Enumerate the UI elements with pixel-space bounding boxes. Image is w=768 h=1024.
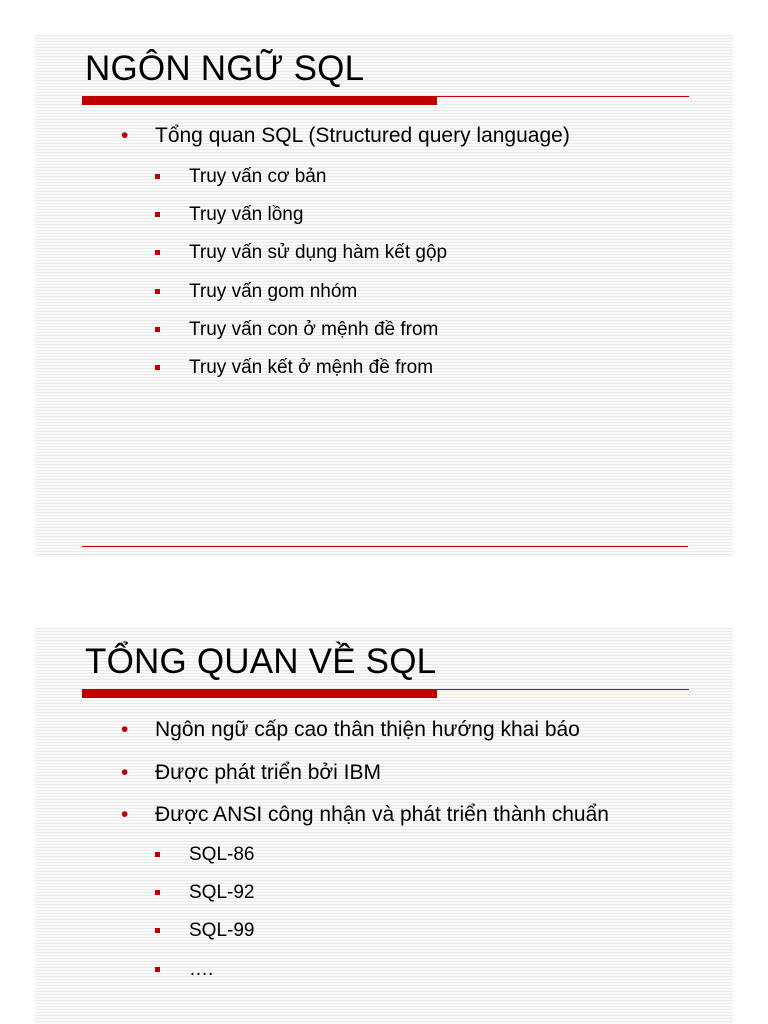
- slide-1: [35, 35, 733, 557]
- list-item-text: Truy vấn kết ở mệnh đề from: [189, 357, 434, 378]
- square-bullet-icon: [155, 174, 160, 179]
- list-item-text: Truy vấn gom nhóm: [189, 281, 358, 302]
- square-bullet-icon: [155, 365, 160, 370]
- footer-rule: [82, 546, 688, 547]
- list-item-text: Ngôn ngữ cấp cao thân thiện hướng khai báo: [155, 718, 580, 741]
- slide-title: TỔNG QUAN VỀ SQL: [85, 642, 437, 681]
- list-item-text: Truy vấn con ở mệnh đề from: [189, 319, 439, 340]
- square-bullet-icon: [155, 212, 160, 217]
- list-item-text: ….: [189, 959, 214, 980]
- bullet-dot-icon: •: [121, 761, 129, 784]
- square-bullet-icon: [155, 327, 160, 332]
- square-bullet-icon: [155, 967, 160, 972]
- list-item-text: Tổng quan SQL (Structured query language): [155, 124, 570, 147]
- list-item-text: SQL-99: [189, 920, 255, 941]
- slide-title: NGÔN NGỮ SQL: [85, 49, 365, 88]
- slide-2: [35, 628, 733, 1024]
- bullet-dot-icon: •: [121, 124, 129, 147]
- square-bullet-icon: [155, 890, 160, 895]
- bullet-list: [35, 628, 733, 1024]
- square-bullet-icon: [155, 250, 160, 255]
- list-item-text: Truy vấn lồng: [189, 204, 304, 225]
- bullet-dot-icon: •: [121, 718, 129, 741]
- square-bullet-icon: [155, 852, 160, 857]
- square-bullet-icon: [155, 289, 160, 294]
- bullet-list: [35, 35, 733, 557]
- list-item-text: Được ANSI công nhận và phát triển thành chuẩn: [155, 803, 609, 826]
- list-item-text: Được phát triển bởi IBM: [155, 761, 382, 784]
- list-item-text: SQL-86: [189, 844, 255, 865]
- list-item-text: SQL-92: [189, 882, 255, 903]
- bullet-dot-icon: •: [121, 803, 129, 826]
- list-item-text: Truy vấn sử dụng hàm kết gộp: [189, 242, 448, 263]
- list-item-text: Truy vấn cơ bản: [189, 166, 327, 187]
- square-bullet-icon: [155, 928, 160, 933]
